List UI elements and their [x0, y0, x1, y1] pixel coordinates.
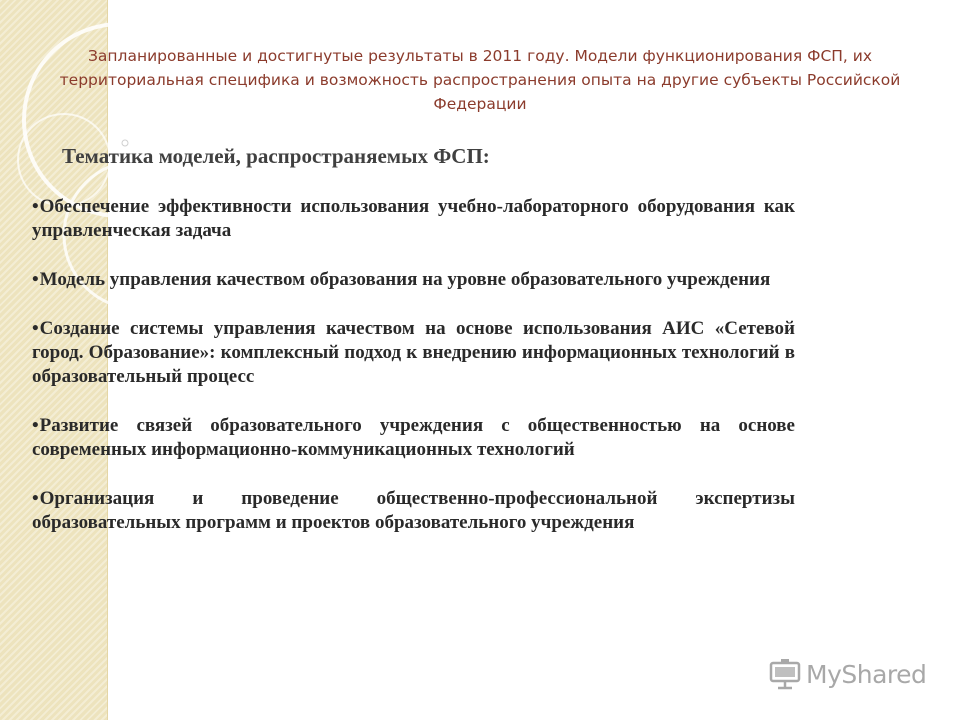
list-item [32, 414, 795, 462]
watermark-logo [768, 655, 926, 693]
topic-text: Модель управления качеством образования на уровне образовательного учреждения [39, 269, 771, 290]
presentation-board-icon [768, 657, 802, 691]
bullet-icon: • [32, 415, 39, 436]
bullet-icon: • [32, 488, 39, 509]
list-item [32, 268, 795, 292]
bullet-icon: • [32, 318, 39, 339]
bullet-icon: • [32, 269, 39, 290]
list-item [32, 317, 795, 389]
topics-list [32, 195, 795, 560]
topic-text: Развитие связей образовательного учреждения с общественностью на основе современных информационно-коммуникационных технологий [32, 415, 795, 460]
bullet-icon: • [32, 196, 39, 217]
topic-text: Обеспечение эффективности использования учебно-лабораторного оборудования как управленческая задача [32, 196, 795, 241]
slide-title: Запланированные и достигнутые результаты в 2011 году. Модели функционирования ФСП, их территориальная специфика и возможность распространения опыта на другие субъекты Российской Федерации [59, 47, 901, 113]
topic-text: Создание системы управления качеством на основе использования АИС «Сетевой город. Образование»: комплексный подход к внедрению информационных технологий в образовательный процесс [32, 318, 795, 387]
list-item [32, 195, 795, 243]
section-heading: Тематика моделей, распространяемых ФСП: [62, 144, 490, 168]
topic-text: Организация и проведение общественно-профессиональной экспертизы образовательных программ и проектов образовательного учреждения [32, 488, 795, 533]
watermark-text: MyShared [806, 659, 927, 689]
list-item [32, 487, 795, 535]
